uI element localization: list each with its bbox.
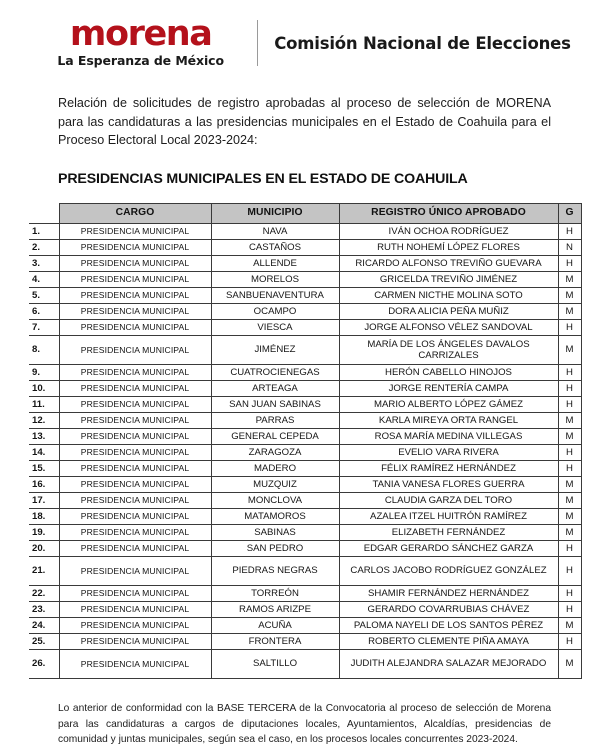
- table-header-row: [29, 204, 581, 224]
- cell-cargo: PRESIDENCIA MUNICIPAL: [59, 525, 211, 541]
- cell-cargo: PRESIDENCIA MUNICIPAL: [59, 618, 211, 634]
- cell-gender: M: [558, 304, 581, 320]
- table-body: [29, 224, 581, 679]
- table-row: [29, 586, 581, 602]
- cell-cargo: PRESIDENCIA MUNICIPAL: [59, 634, 211, 650]
- row-number: 15.: [29, 461, 59, 477]
- cell-registro: ELIZABETH FERNÁNDEZ: [339, 525, 558, 541]
- row-number: 18.: [29, 509, 59, 525]
- intro-paragraph: Relación de solicitudes de registro aprobadas al proceso de selección de MORENA para las candidaturas a las presidencias municipales en el Estado de Coahuila para el Proceso Electoral Local 2023-2024:: [58, 96, 551, 147]
- table-row: [29, 304, 581, 320]
- cell-registro: CLAUDIA GARZA DEL TORO: [339, 493, 558, 509]
- cell-gender: H: [558, 256, 581, 272]
- cell-gender: M: [558, 413, 581, 429]
- row-number: 1.: [29, 224, 59, 240]
- cell-cargo: PRESIDENCIA MUNICIPAL: [59, 602, 211, 618]
- cell-gender: M: [558, 618, 581, 634]
- row-number: 14.: [29, 445, 59, 461]
- cell-cargo: PRESIDENCIA MUNICIPAL: [59, 429, 211, 445]
- cell-municipio: PARRAS: [211, 413, 339, 429]
- table-row: [29, 618, 581, 634]
- morena-wordmark: morena: [69, 14, 212, 54]
- table-header: [29, 204, 581, 224]
- cell-registro: RUTH NOHEMÍ LÓPEZ FLORES: [339, 240, 558, 256]
- table-row: [29, 525, 581, 541]
- cell-municipio: MUZQUIZ: [211, 477, 339, 493]
- cell-municipio: SANBUENAVENTURA: [211, 288, 339, 304]
- table-row: [29, 634, 581, 650]
- cell-registro: GERARDO COVARRUBIAS CHÁVEZ: [339, 602, 558, 618]
- cell-registro: SHAMIR FERNÁNDEZ HERNÁNDEZ: [339, 586, 558, 602]
- cell-municipio: FRONTERA: [211, 634, 339, 650]
- row-number: 8.: [29, 336, 59, 365]
- cell-gender: M: [558, 493, 581, 509]
- cell-cargo: PRESIDENCIA MUNICIPAL: [59, 224, 211, 240]
- table-row: [29, 320, 581, 336]
- row-number: 4.: [29, 272, 59, 288]
- cell-municipio: CASTAÑOS: [211, 240, 339, 256]
- row-number: 12.: [29, 413, 59, 429]
- cell-municipio: SALTILLO: [211, 650, 339, 679]
- row-number: 17.: [29, 493, 59, 509]
- cell-registro: ROSA MARÍA MEDINA VILLEGAS: [339, 429, 558, 445]
- cell-gender: M: [558, 288, 581, 304]
- cell-municipio: RAMOS ARIZPE: [211, 602, 339, 618]
- cell-cargo: PRESIDENCIA MUNICIPAL: [59, 586, 211, 602]
- row-number: 21.: [29, 557, 59, 586]
- cell-cargo: PRESIDENCIA MUNICIPAL: [59, 413, 211, 429]
- table-row: [29, 240, 581, 256]
- row-number: 3.: [29, 256, 59, 272]
- cell-gender: H: [558, 320, 581, 336]
- cell-gender: M: [558, 272, 581, 288]
- header-divider: [257, 20, 258, 66]
- cell-municipio: MONCLOVA: [211, 493, 339, 509]
- row-number: 5.: [29, 288, 59, 304]
- cell-gender: H: [558, 445, 581, 461]
- cell-registro: TANIA VANESA FLORES GUERRA: [339, 477, 558, 493]
- cell-gender: H: [558, 541, 581, 557]
- row-number: 24.: [29, 618, 59, 634]
- cell-gender: M: [558, 650, 581, 679]
- cell-municipio: TORREÓN: [211, 586, 339, 602]
- morena-logo: [38, 14, 257, 69]
- cell-gender: H: [558, 397, 581, 413]
- cell-registro: JORGE RENTERÍA CAMPA: [339, 381, 558, 397]
- row-number: 25.: [29, 634, 59, 650]
- cell-cargo: PRESIDENCIA MUNICIPAL: [59, 272, 211, 288]
- cell-registro: ROBERTO CLEMENTE PIÑA AMAYA: [339, 634, 558, 650]
- cell-cargo: PRESIDENCIA MUNICIPAL: [59, 304, 211, 320]
- cell-municipio: ZARAGOZA: [211, 445, 339, 461]
- row-number: 9.: [29, 365, 59, 381]
- cell-municipio: ALLENDE: [211, 256, 339, 272]
- cell-registro: JUDITH ALEJANDRA SALAZAR MEJORADO: [339, 650, 558, 679]
- table-row: [29, 397, 581, 413]
- table-row: [29, 256, 581, 272]
- cell-cargo: PRESIDENCIA MUNICIPAL: [59, 509, 211, 525]
- cell-cargo: PRESIDENCIA MUNICIPAL: [59, 397, 211, 413]
- cell-gender: M: [558, 429, 581, 445]
- cell-gender: H: [558, 557, 581, 586]
- row-number: 2.: [29, 240, 59, 256]
- row-number: 13.: [29, 429, 59, 445]
- cell-registro: EVELIO VARA RIVERA: [339, 445, 558, 461]
- cell-municipio: VIESCA: [211, 320, 339, 336]
- cell-cargo: PRESIDENCIA MUNICIPAL: [59, 320, 211, 336]
- cell-registro: CARMEN NICTHE MOLINA SOTO: [339, 288, 558, 304]
- cell-cargo: PRESIDENCIA MUNICIPAL: [59, 288, 211, 304]
- cell-registro: JORGE ALFONSO VÉLEZ SANDOVAL: [339, 320, 558, 336]
- footer-paragraph: Lo anterior de conformidad con la BASE TERCERA de la Convocatoria al proceso de selección de Morena para las candidaturas a cargos de diputaciones locales, Ayuntamientos, Alcaldías, presidencias de comunidad y juntas municipales, según sea el caso, en los procesos locales concurrentes 2023-2024.: [58, 703, 551, 745]
- cell-municipio: CUATROCIENEGAS: [211, 365, 339, 381]
- cell-municipio: SAN JUAN SABINAS: [211, 397, 339, 413]
- table-row: [29, 602, 581, 618]
- row-number: 10.: [29, 381, 59, 397]
- column-header-gender: G: [558, 204, 581, 224]
- cell-cargo: PRESIDENCIA MUNICIPAL: [59, 365, 211, 381]
- row-number: 6.: [29, 304, 59, 320]
- cell-municipio: PIEDRAS NEGRAS: [211, 557, 339, 586]
- cell-municipio: ACUÑA: [211, 618, 339, 634]
- cell-municipio: MADERO: [211, 461, 339, 477]
- cell-gender: N: [558, 240, 581, 256]
- registry-table-wrapper: [29, 203, 581, 679]
- cell-municipio: NAVA: [211, 224, 339, 240]
- table-row: [29, 272, 581, 288]
- cell-registro: AZALEA ITZEL HUITRÓN RAMÍREZ: [339, 509, 558, 525]
- column-header-cargo: CARGO: [59, 204, 211, 224]
- cell-gender: H: [558, 461, 581, 477]
- cell-cargo: PRESIDENCIA MUNICIPAL: [59, 557, 211, 586]
- cell-registro: FÉLIX RAMÍREZ HERNÁNDEZ: [339, 461, 558, 477]
- cell-municipio: MORELOS: [211, 272, 339, 288]
- table-row: [29, 650, 581, 679]
- cell-registro: GRICELDA TREVIÑO JIMÉNEZ: [339, 272, 558, 288]
- cell-cargo: PRESIDENCIA MUNICIPAL: [59, 445, 211, 461]
- cell-municipio: MATAMOROS: [211, 509, 339, 525]
- table-row: [29, 541, 581, 557]
- cell-registro: EDGAR GERARDO SÁNCHEZ GARZA: [339, 541, 558, 557]
- cell-registro: HERÓN CABELLO HINOJOS: [339, 365, 558, 381]
- cell-registro: MARIO ALBERTO LÓPEZ GÁMEZ: [339, 397, 558, 413]
- cell-municipio: JIMÉNEZ: [211, 336, 339, 365]
- cell-registro: CARLOS JACOBO RODRÍGUEZ GONZÁLEZ: [339, 557, 558, 586]
- table-row: [29, 429, 581, 445]
- cell-gender: H: [558, 602, 581, 618]
- cell-cargo: PRESIDENCIA MUNICIPAL: [59, 493, 211, 509]
- column-header-registro: REGISTRO ÚNICO APROBADO: [339, 204, 558, 224]
- row-number: 22.: [29, 586, 59, 602]
- row-number: 11.: [29, 397, 59, 413]
- cell-registro: IVÁN OCHOA RODRÍGUEZ: [339, 224, 558, 240]
- row-number: 26.: [29, 650, 59, 679]
- cell-gender: H: [558, 365, 581, 381]
- cell-municipio: GENERAL CEPEDA: [211, 429, 339, 445]
- cell-cargo: PRESIDENCIA MUNICIPAL: [59, 336, 211, 365]
- cell-registro: KARLA MIREYA ORTA RANGEL: [339, 413, 558, 429]
- morena-tagline: La Esperanza de México: [57, 53, 224, 69]
- table-row: [29, 224, 581, 240]
- cell-registro: DORA ALICIA PEÑA MUÑIZ: [339, 304, 558, 320]
- table-row: [29, 336, 581, 365]
- row-number: 20.: [29, 541, 59, 557]
- table-row: [29, 445, 581, 461]
- organization-title: Comisión Nacional de Elecciones: [274, 33, 571, 53]
- table-row: [29, 413, 581, 429]
- cell-municipio: OCAMPO: [211, 304, 339, 320]
- table-row: [29, 288, 581, 304]
- cell-gender: H: [558, 586, 581, 602]
- cell-cargo: PRESIDENCIA MUNICIPAL: [59, 240, 211, 256]
- cell-gender: M: [558, 509, 581, 525]
- column-header-municipio: MUNICIPIO: [211, 204, 339, 224]
- table-row: [29, 509, 581, 525]
- cell-cargo: PRESIDENCIA MUNICIPAL: [59, 541, 211, 557]
- cell-gender: M: [558, 336, 581, 365]
- cell-cargo: PRESIDENCIA MUNICIPAL: [59, 477, 211, 493]
- cell-gender: H: [558, 224, 581, 240]
- table-row: [29, 557, 581, 586]
- row-number: 16.: [29, 477, 59, 493]
- cell-cargo: PRESIDENCIA MUNICIPAL: [59, 381, 211, 397]
- cell-municipio: ARTEAGA: [211, 381, 339, 397]
- cell-gender: H: [558, 634, 581, 650]
- table-row: [29, 365, 581, 381]
- table-row: [29, 493, 581, 509]
- registry-table: [29, 203, 582, 679]
- row-number: 7.: [29, 320, 59, 336]
- cell-registro: RICARDO ALFONSO TREVIÑO GUEVARA: [339, 256, 558, 272]
- cell-municipio: SAN PEDRO: [211, 541, 339, 557]
- column-header-number: [29, 204, 59, 224]
- cell-gender: M: [558, 477, 581, 493]
- table-row: [29, 381, 581, 397]
- cell-gender: H: [558, 381, 581, 397]
- cell-registro: PALOMA NAYELI DE LOS SANTOS PÉREZ: [339, 618, 558, 634]
- cell-cargo: PRESIDENCIA MUNICIPAL: [59, 650, 211, 679]
- cell-municipio: SABINAS: [211, 525, 339, 541]
- cell-gender: M: [558, 525, 581, 541]
- table-row: [29, 477, 581, 493]
- cell-cargo: PRESIDENCIA MUNICIPAL: [59, 256, 211, 272]
- document-header: [0, 0, 609, 74]
- cell-cargo: PRESIDENCIA MUNICIPAL: [59, 461, 211, 477]
- page-title: PRESIDENCIAS MUNICIPALES EN EL ESTADO DE COAHUILA: [58, 171, 468, 187]
- cell-registro: MARÍA DE LOS ÁNGELES DAVALOS CARRIZALES: [339, 336, 558, 365]
- row-number: 19.: [29, 525, 59, 541]
- table-row: [29, 461, 581, 477]
- row-number: 23.: [29, 602, 59, 618]
